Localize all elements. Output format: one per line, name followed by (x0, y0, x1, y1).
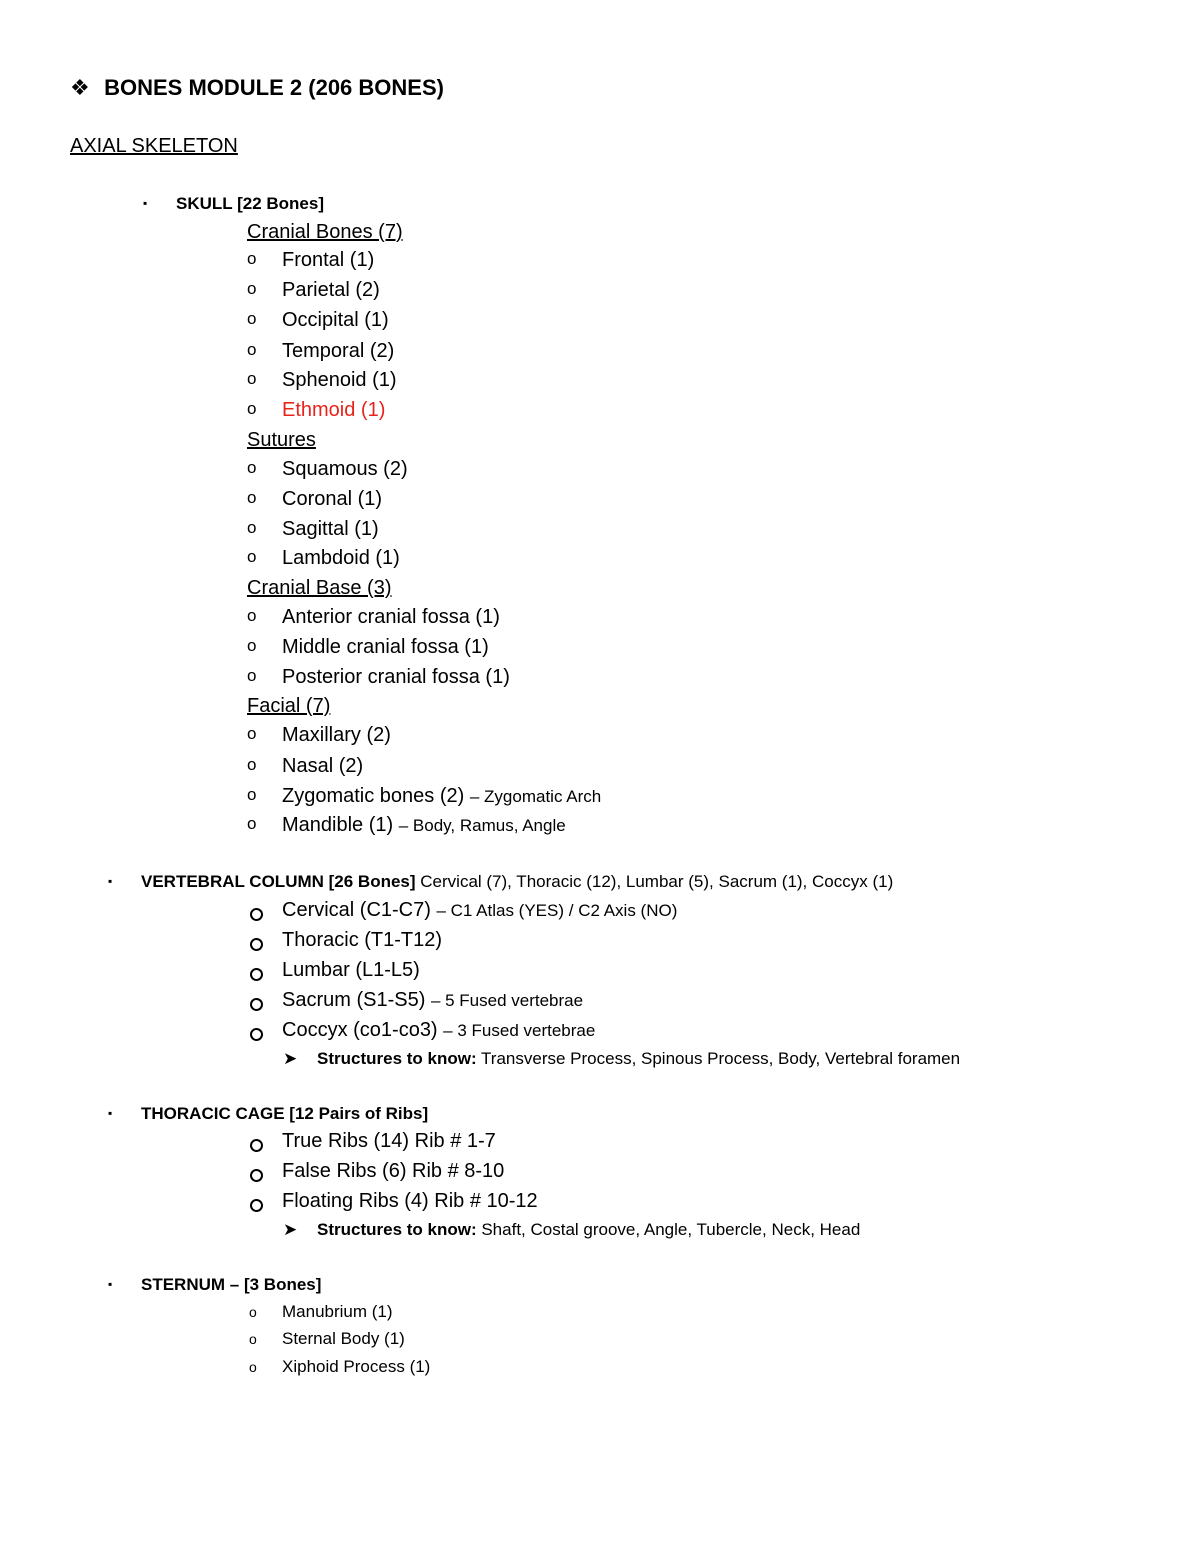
list-item: o Sphenoid (1) (247, 369, 397, 391)
skull-label: SKULL [22 Bones] (176, 194, 324, 213)
square-bullet-icon: ▪ (108, 1277, 113, 1291)
square-bullet-icon: ▪ (108, 1106, 113, 1120)
list-item: o Temporal (2) (247, 340, 395, 362)
structures-to-know-thoracic: ➤ Structures to know: Shaft, Costal groove, Angle, Tubercle, Neck, Head (283, 1220, 861, 1239)
list-item: Cervical (C1-C7) – C1 Atlas (YES) / C2 Axis (NO) (247, 899, 677, 922)
vertebral-section-label: ▪ VERTEBRAL COLUMN [26 Bones] Cervical (7), Thoracic (12), Lumbar (5), Sacrum (1), Coccyx (1) (108, 872, 894, 891)
thoracic-section-label: ▪ THORACIC CAGE [12 Pairs of Ribs] (108, 1104, 429, 1123)
structures-to-know-vertebral: ➤ Structures to know: Transverse Process, Spinous Process, Body, Vertebral foramen (283, 1049, 961, 1068)
list-item: Sacrum (S1-S5) – 5 Fused vertebrae (247, 989, 583, 1012)
list-item: o Sagittal (1) (247, 518, 379, 540)
list-item: o Posterior cranial fossa (1) (247, 666, 510, 688)
list-item: o Parietal (2) (247, 279, 380, 301)
list-item: o Nasal (2) (247, 755, 364, 777)
page-title (70, 75, 444, 101)
list-item: o Coronal (1) (247, 488, 383, 510)
skull-section-label (145, 194, 324, 214)
diamond-bullet-icon: ❖ (70, 75, 90, 100)
square-bullet-icon: ▪ (143, 196, 148, 210)
arrow-bullet-icon: ➤ (283, 1049, 298, 1068)
list-item: Coccyx (co1-co3) – 3 Fused vertebrae (247, 1019, 595, 1042)
list-item: o Xiphoid Process (1) (249, 1357, 431, 1376)
list-item: o Middle cranial fossa (1) (247, 636, 489, 658)
list-item: o Mandible (1) – Body, Ramus, Angle (247, 814, 566, 836)
list-item: o Anterior cranial fossa (1) (247, 606, 500, 628)
section-heading-axial-skeleton: AXIAL SKELETON (70, 135, 238, 157)
list-item: o Sternal Body (1) (249, 1329, 405, 1348)
list-item: Lumbar (L1-L5) (247, 959, 420, 982)
list-item: o Frontal (1) (247, 249, 375, 271)
list-item: False Ribs (6) Rib # 8-10 (247, 1160, 504, 1183)
list-item: o Zygomatic bones (2) – Zygomatic Arch (247, 785, 602, 807)
list-item: o Maxillary (2) (247, 724, 391, 746)
list-item: o Occipital (1) (247, 309, 389, 331)
group-heading-facial: Facial (7) (247, 695, 331, 717)
list-item-highlighted: o Ethmoid (1) (247, 399, 386, 421)
list-item: True Ribs (14) Rib # 1-7 (247, 1130, 496, 1153)
list-item: Floating Ribs (4) Rib # 10-12 (247, 1190, 538, 1213)
group-heading-sutures: Sutures (247, 429, 316, 451)
group-heading-cranial-bones: Cranial Bones (7) (247, 221, 403, 243)
list-item: o Squamous (2) (247, 458, 408, 480)
sternum-section-label: ▪ STERNUM – [3 Bones] (108, 1275, 322, 1294)
group-heading-cranial-base: Cranial Base (3) (247, 577, 392, 599)
list-item: Thoracic (T1-T12) (247, 929, 442, 952)
list-item: o Lambdoid (1) (247, 547, 400, 569)
arrow-bullet-icon: ➤ (283, 1220, 298, 1239)
list-item: o Manubrium (1) (249, 1302, 393, 1321)
title-text: BONES MODULE 2 (206 BONES) (104, 75, 444, 100)
square-bullet-icon: ▪ (108, 874, 113, 888)
